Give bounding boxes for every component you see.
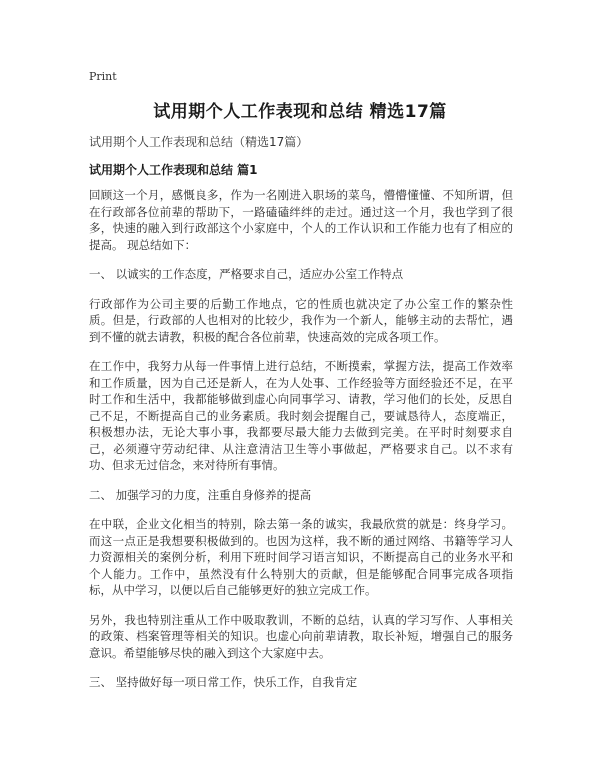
- paragraph-intro: 回顾这一个月，感慨良多，作为一名刚进入职场的菜鸟，懵懵懂懂、不知所谓，但在行政部各位前辈的帮助下，一路磕磕绊绊的走过。通过这一个月，我也学到了很多，快速的融入到行政部这个小家庭中，个人的工作认识和工作能力也有了相应的提高。 现总结如下：: [89, 188, 513, 252]
- print-label: Print: [89, 70, 117, 83]
- paragraph: 行政部作为公司主要的后勤工作地点，它的性质也就决定了办公室工作的繁杂性质。但是，行政部的人也相对的比较少，我作为一个新人，能够主动的去帮忙，遇到不懂的就去请教，积极的配合各位前辈，快速高效的完成各项工作。: [89, 296, 513, 344]
- heading-two: 二、 加强学习的力度，注重自身修养的提高: [89, 487, 312, 502]
- page-title: 试用期个人工作表现和总结 精选17篇: [153, 102, 447, 122]
- document-body: [89, 187, 513, 704]
- document-subtitle: 试用期个人工作表现和总结（精选17篇）: [89, 135, 309, 149]
- paragraph: 另外，我也特别注重从工作中吸取教训，不断的总结，认真的学习写作、人事相关的政策、档案管理等相关的知识。也虚心向前辈请教，取长补短，增强自己的服务意识。希望能够尽快的融入到这个大家庭中去。: [89, 612, 513, 660]
- heading-three: 三、 坚持做好每一项日常工作，快乐工作，自我肯定: [89, 675, 358, 689]
- section-title: 试用期个人工作表现和总结 篇1: [89, 163, 258, 177]
- paragraph: 在中联，企业文化相当的特别，除去第一条的诚实，我最欣赏的就是：终身学习。而这一点正是我想要积极做到的。也因为这样，我不断的通过网络、书籍等学习人力资源相关的案例分析，利用下班时间学习语言知识，不断提高自己的业务水平和个人能力。工作中，虽然没有什么特别大的贡献，但是能够配合同事完成各项指标，从中学习，以便以后自己能够更好的独立完成工作。: [89, 517, 513, 597]
- heading-one: 一、 以诚实的工作态度，严格要求自己，适应办公室工作特点: [89, 267, 404, 281]
- paragraph: 在工作中，我努力从每一件事情上进行总结，不断摸索，掌握方法，提高工作效率和工作质量，因为自己还是新人，在为人处事、工作经验等方面经验还不足，在平时工作和生活中，我都能够做到虚心向同事学习、请教，学习他们的长处，反思自己不足，不断提高自己的业务素质。我时刻会提醒自己，要诚恳待人，态度端正，积极想办法，无论大事小事，我都要尽最大能力去做到完美。在平时时刻要求自己，必须遵守劳动纪律、从注意清洁卫生等小事做起，严格要求自己。以不求有功、但求无过信念，来对待所有事情。: [89, 359, 513, 472]
